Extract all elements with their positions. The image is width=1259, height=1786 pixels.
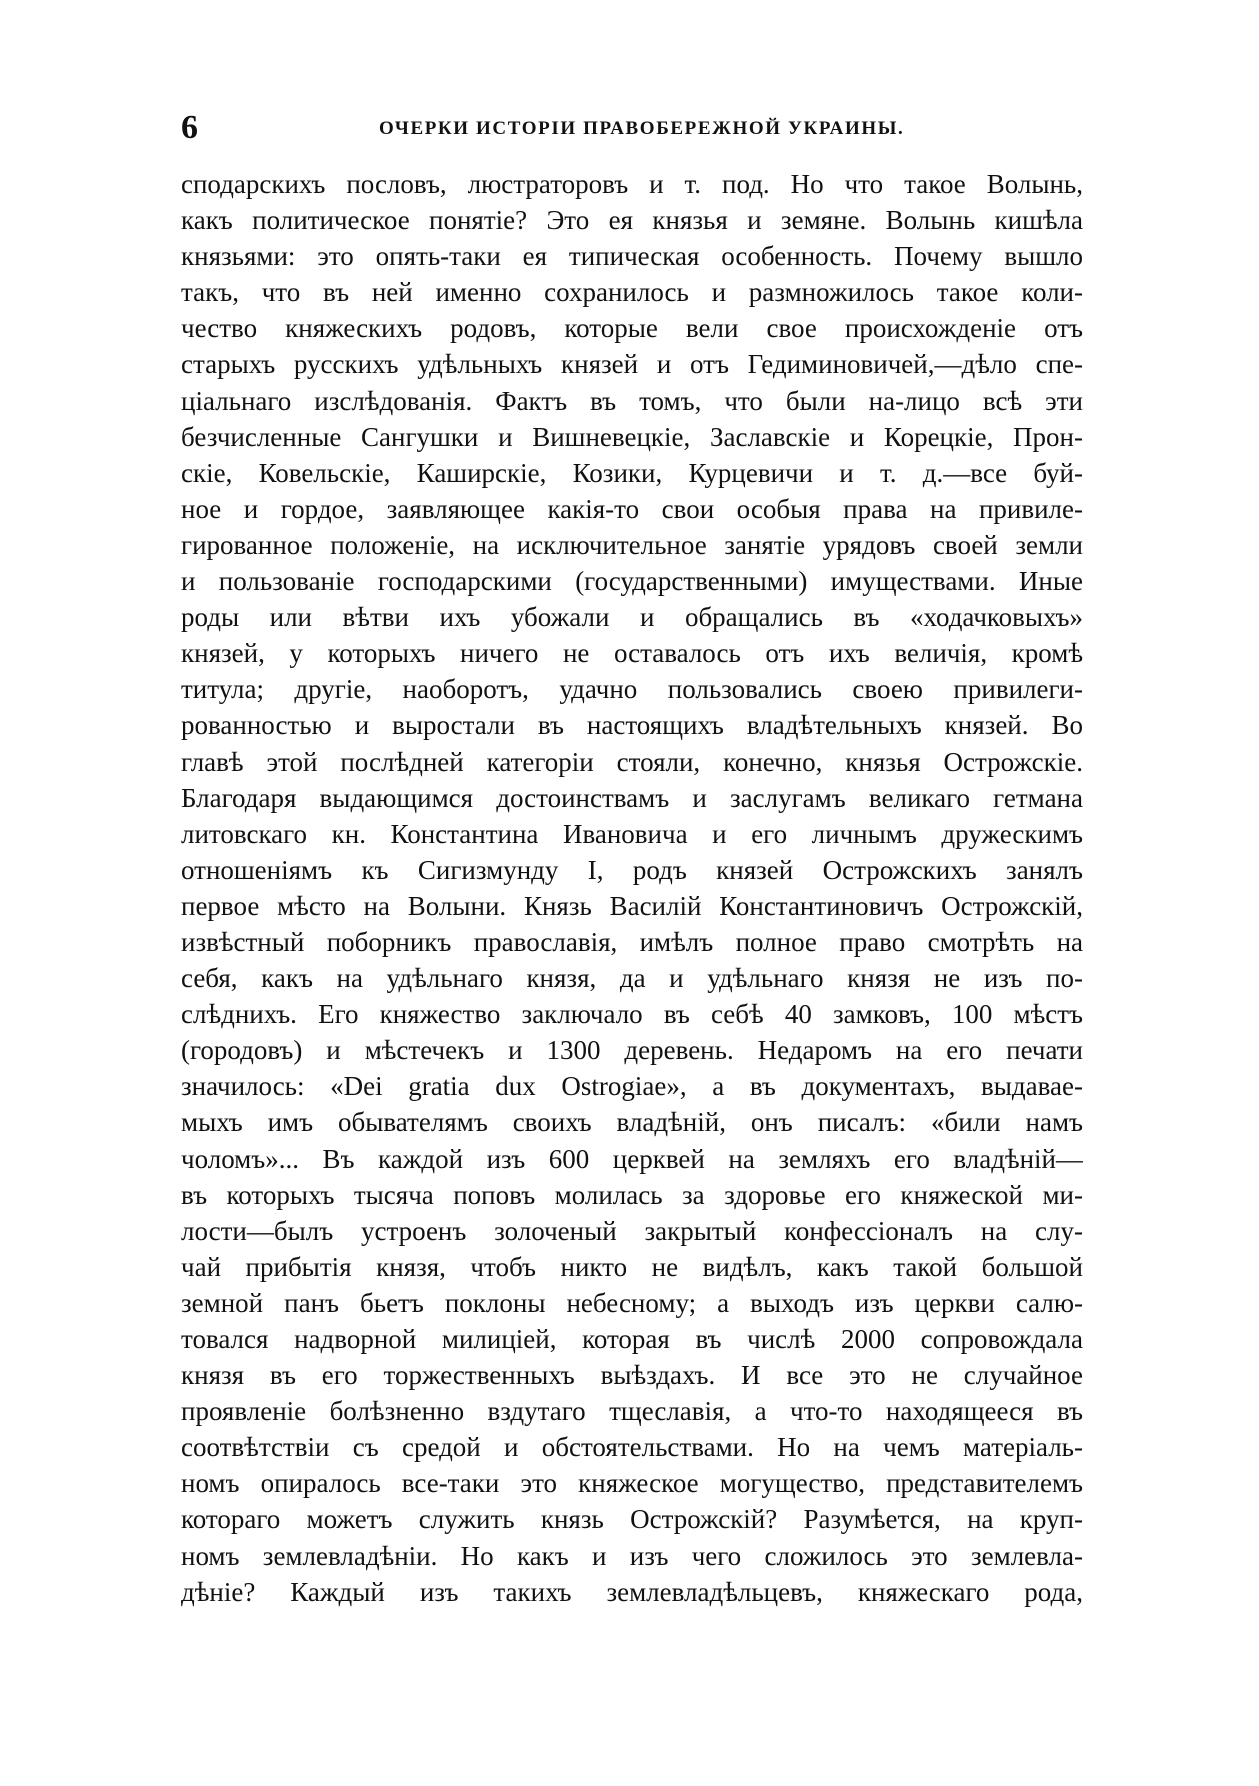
text-line: князя въ его торжественныхъ выѣздахъ. И все это не случайное [181,1360,1083,1391]
text-line: лости—былъ устроенъ золоченый закрытый конфессіоналъ на слу- [181,1215,1083,1246]
text-line: котораго можетъ служить князь Острожскій? Разумѣется, на круп- [181,1504,1083,1535]
body-text [181,166,1083,1610]
text-line: товался надворной милиціей, которая въ числѣ 2000 сопровождала [181,1324,1083,1354]
text-line: (городовъ) и мѣстечекъ и 1300 деревень. Недаромъ на его печати [181,1035,1083,1066]
text-line: безчисленные Сангушки и Вишневецкіе, Заславскіе и Корецкіе, Прон- [181,421,1083,452]
running-head [181,108,1083,148]
text-line: главѣ этой послѣдней категоріи стояли, конечно, князья Острожскіе. [181,746,1083,777]
text-line: титула; другіе, наоборотъ, удачно пользовались своею привилеги- [181,674,1083,705]
text-line: номъ землевладѣніи. Но какъ и изъ чего сложилось это землевла- [181,1540,1083,1571]
text-line: номъ опиралось все-таки это княжеское могущество, представителемъ [181,1468,1083,1499]
text-line: такъ, что въ ней именно сохранилось и размножилось такое коли- [181,277,1083,308]
text-line: отношеніямъ къ Сигизмунду I, родъ князей Острожскихъ занялъ [181,854,1083,885]
text-line: проявленіе болѣзненно вздутаго тщеславія, а что-то находящееся въ [181,1396,1083,1427]
text-line: литовскаго кн. Константина Ивановича и его личнымъ дружескимъ [181,818,1083,849]
text-line: князей, у которыхъ ничего не оставалось отъ ихъ величія, кромѣ [181,638,1083,669]
text-line: слѣднихъ. Его княжество заключало въ себѣ 40 замковъ, 100 мѣстъ [181,999,1083,1030]
text-line: старыхъ русскихъ удѣльныхъ князей и отъ Гедиминовичей,—дѣло спе- [181,349,1083,380]
text-line: рованностью и выростали въ настоящихъ владѣтельныхъ князей. Во [181,710,1083,741]
text-line: князьями: это опять-таки ея типическая особенность. Почему вышло [181,241,1083,272]
running-title: ОЧЕРКИ ИСТОРІИ ПРАВОБЕРЕЖНОЙ УКРАИНЫ. [379,118,905,139]
text-line: въ которыхъ тысяча поповъ молилась за здоровье его княжеской ми- [181,1179,1083,1210]
text-line: чоломъ»... Въ каждой изъ 600 церквей на земляхъ его владѣній— [181,1143,1083,1174]
text-line: Благодаря выдающимся достоинствамъ и заслугамъ великаго гетмана [181,782,1083,813]
text-line: извѣстный поборникъ православія, имѣлъ полное право смотрѣть на [181,926,1083,957]
text-line: мыхъ имъ обывателямъ своихъ владѣній, онъ писалъ: «били намъ [181,1107,1083,1138]
text-line: и пользованіе господарскими (государственными) имуществами. Иные [181,566,1083,597]
page-number: 6 [181,109,198,146]
text-line: ціальнаго изслѣдованія. Фактъ въ томъ, что были на-лицо всѣ эти [181,385,1083,416]
text-line: роды или вѣтви ихъ убожали и обращались въ «ходачковыхъ» [181,602,1083,633]
text-line: чай прибытія князя, чтобъ никто не видѣлъ, какъ такой большой [181,1251,1083,1282]
text-line: себя, какъ на удѣльнаго князя, да и удѣльнаго князя не изъ по- [181,963,1083,994]
text-line: какъ политическое понятіе? Это ея князья и земяне. Волынь кишѣла [181,205,1083,236]
text-line: земной панъ бьетъ поклоны небесному; а выходъ изъ церкви салю- [181,1287,1083,1318]
text-line: сподарскихъ пословъ, люстраторовъ и т. под. Но что такое Волынь, [181,169,1083,199]
text-line: соотвѣтствіи съ средой и обстоятельствами. Но на чемъ матеріаль- [181,1432,1083,1463]
text-line: чество княжескихъ родовъ, которые вели свое происхожденіе отъ [181,313,1083,344]
text-line: первое мѣсто на Волыни. Князь Василій Константиновичъ Острожскій, [181,890,1083,921]
text-line: значилось: «Dei gratia dux Ostrogiae», а въ документахъ, выдавае- [181,1071,1083,1102]
text-line: гированное положеніе, на исключительное занятіе урядовъ своей земли [181,529,1083,560]
text-line: дѣніе? Каждый изъ такихъ землевладѣльцевъ, княжескаго рода, [181,1576,1083,1607]
text-line: ное и гордое, заявляющее какія-то свои особыя права на привиле- [181,493,1083,524]
text-line: скіе, Ковельскіе, Каширскіе, Козики, Курцевичи и т. д.—все буй- [181,457,1083,488]
